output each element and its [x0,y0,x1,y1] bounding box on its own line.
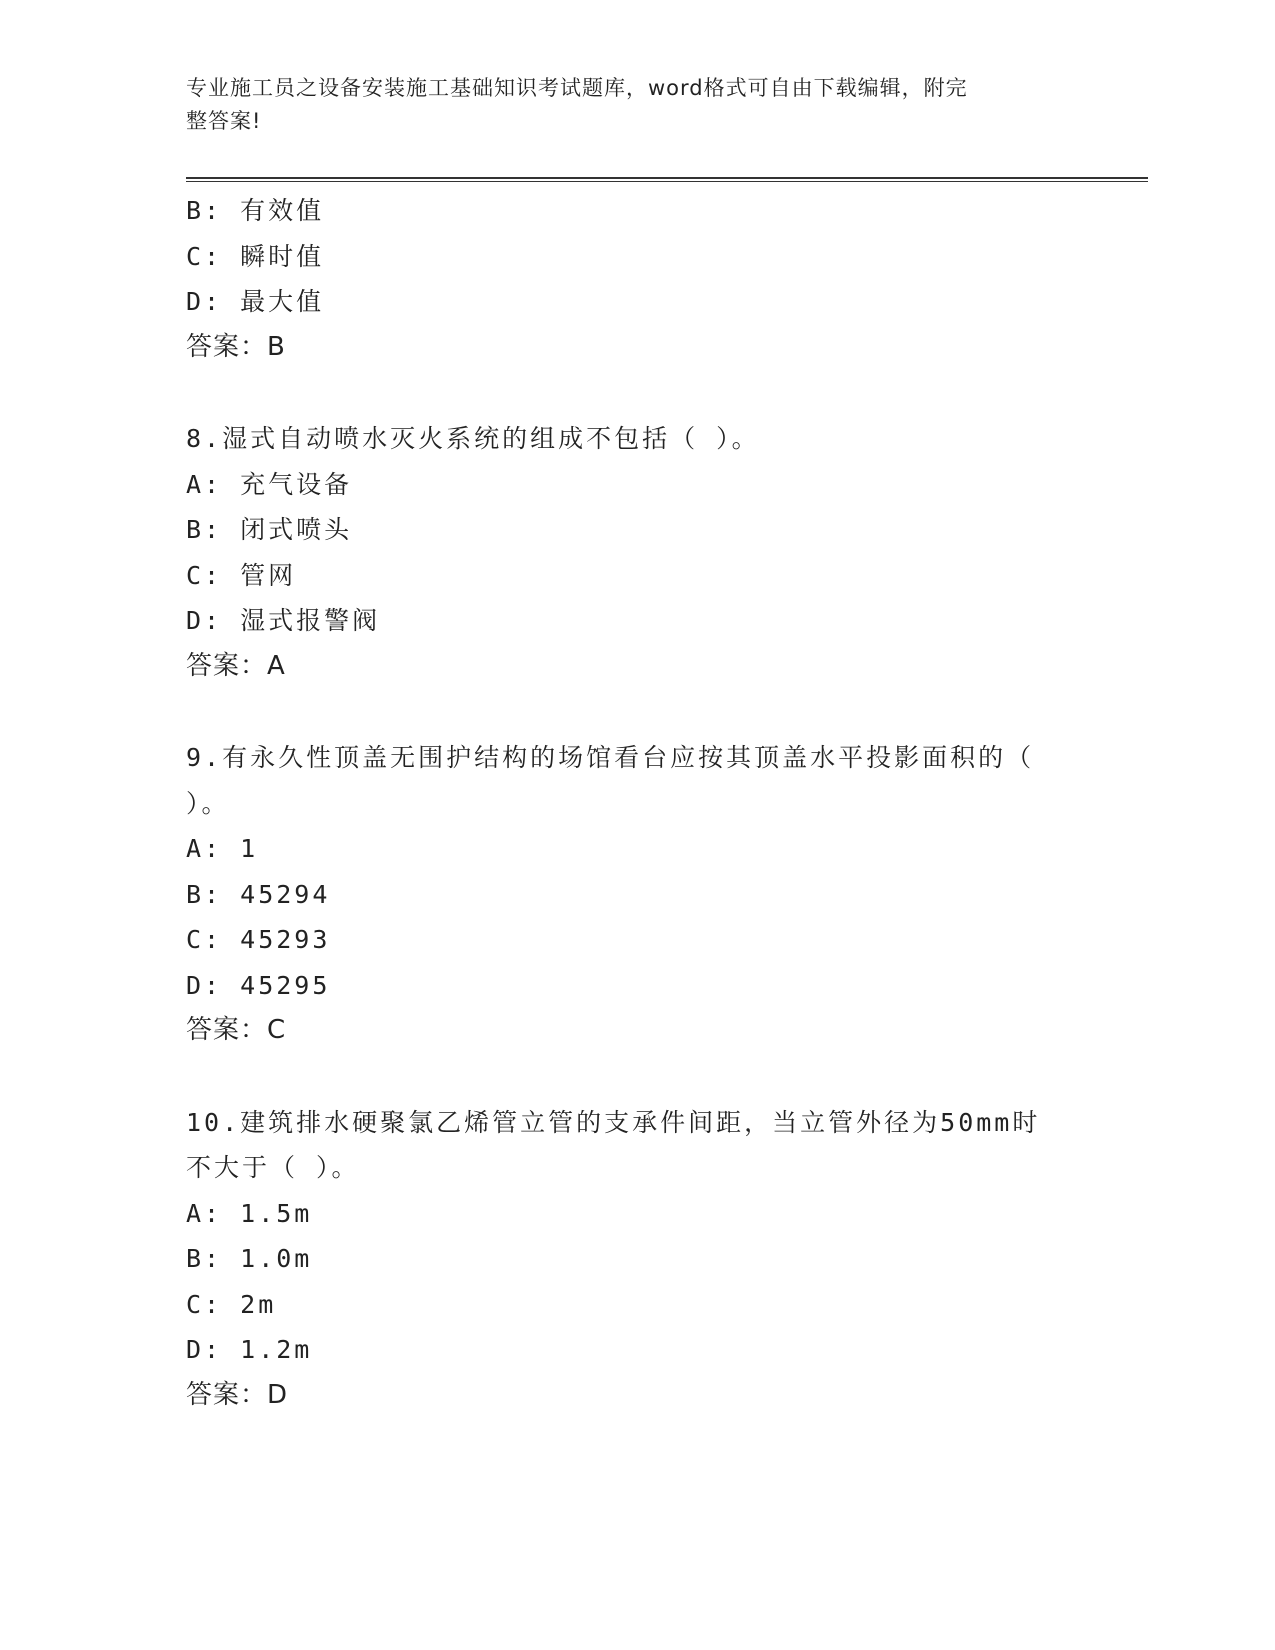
question-stem-line-2: 不大于（ ）。 [186,1153,360,1182]
answer: 答案：C [186,1015,287,1045]
option-a: A: 充气设备 [186,469,353,499]
option-d: D: 45295 [186,970,331,1000]
spacer [186,1054,1086,1100]
option-b: B: 45294 [186,879,331,909]
spacer [186,689,1086,735]
question-stem-line-1: 10.建筑排水硬聚氯乙烯管立管的支承件间距，当立管外径为50mm时 [186,1107,1041,1137]
question-7 [186,188,1086,370]
option-c: C: 2m [186,1289,277,1319]
question-9 [186,735,1086,1054]
answer: 答案：A [186,650,286,681]
option-d: D: 最大值 [186,287,325,316]
question-stem: 8.湿式自动喷水灭火系统的组成不包括（ ）。 [186,424,760,453]
question-10 [186,1100,1086,1419]
option-b: B: 有效值 [186,196,325,225]
option-c: C: 瞬时值 [186,241,325,271]
document-header [186,72,1066,138]
option-c: C: 45293 [186,925,331,954]
header-divider [186,177,1148,182]
option-b: B: 1.0m [186,1244,313,1273]
option-b: B: 闭式喷头 [186,515,353,544]
header-line-1: 专业施工员之设备安装施工基础知识考试题库，word格式可自由下载编辑，附完 [186,76,968,100]
option-d: D: 湿式报警阀 [186,606,381,635]
option-a: A: 1 [186,834,259,863]
question-8 [186,416,1086,689]
spacer [186,370,1086,416]
option-c: C: 管网 [186,560,297,590]
option-a: A: 1.5m [186,1198,313,1228]
answer: 答案：D [186,1379,289,1410]
question-stem-line-1: 9.有永久性顶盖无围护结构的场馆看台应按其顶盖水平投影面积的（ [186,743,1035,772]
answer: 答案：B [186,331,286,362]
header-line-2: 整答案! [186,109,262,133]
option-d: D: 1.2m [186,1335,313,1364]
question-list [186,188,1086,1418]
question-stem-line-2: ）。 [186,788,230,818]
